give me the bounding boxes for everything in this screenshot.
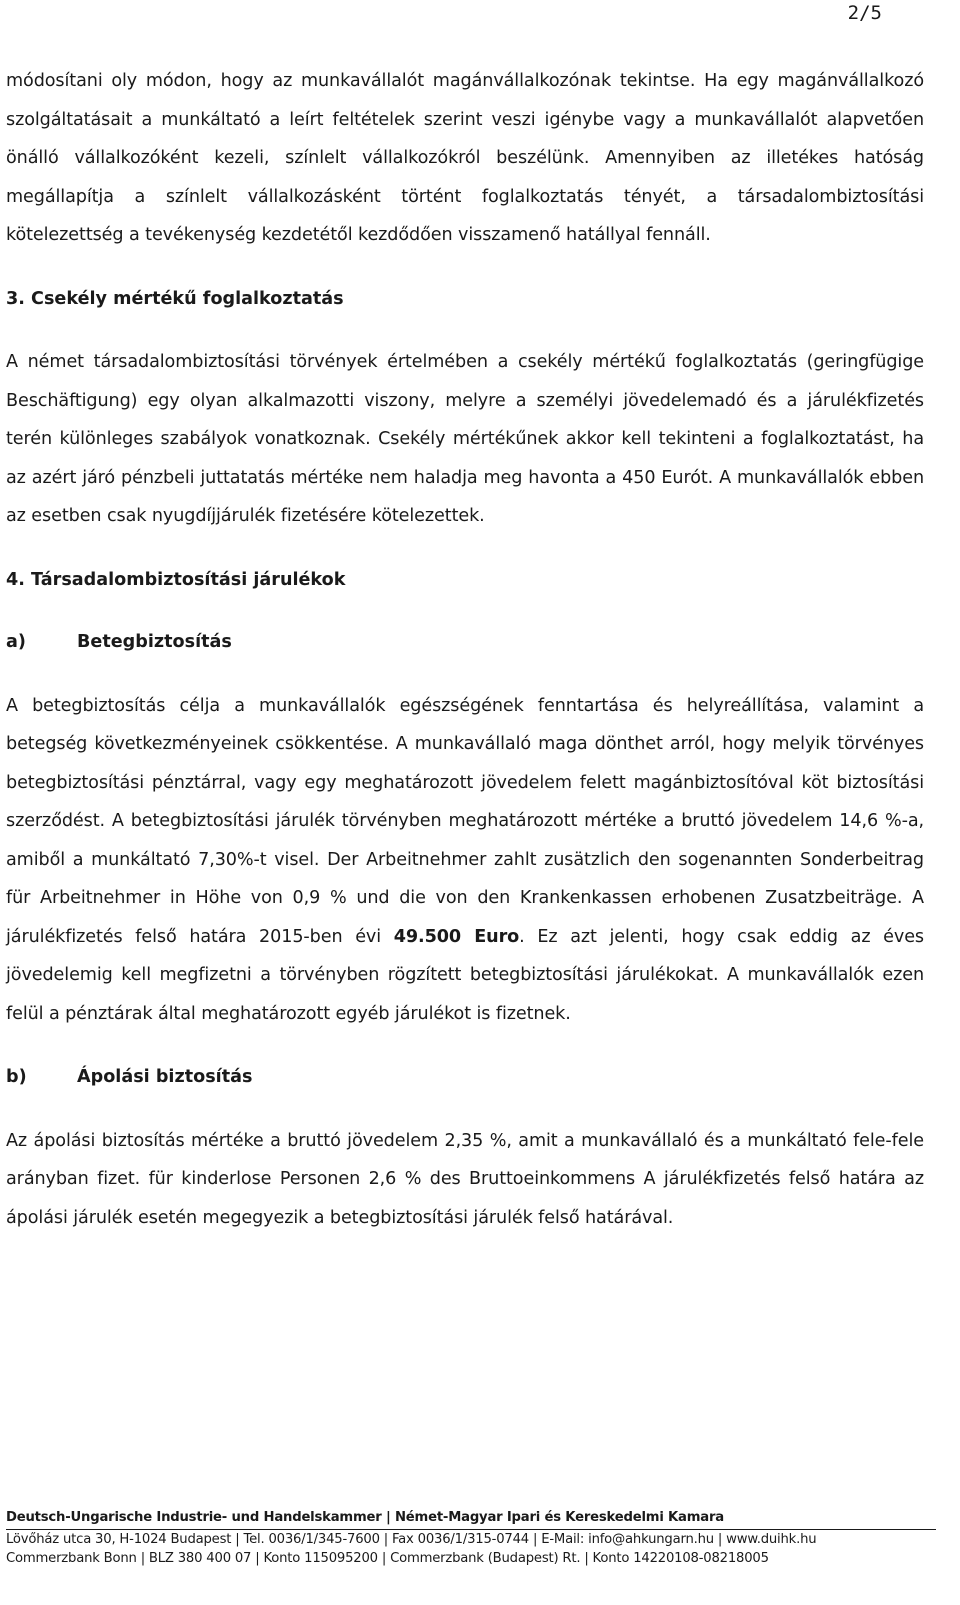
section-3-heading: 3. Csekély mértékű foglalkoztatás [6, 288, 344, 309]
subsection-a-title: Betegbiztosítás [77, 632, 232, 652]
subsection-a-paragraph [6, 687, 924, 1034]
page-footer [6, 1508, 946, 1569]
contribution-ceiling-value: 49.500 Euro [393, 926, 520, 947]
subsection-b-heading [6, 1058, 924, 1097]
section-4-heading: 4. Társadalombiztosítási járulékok [6, 569, 346, 590]
subsection-a-heading [6, 623, 924, 662]
footer-bank: Commerzbank Bonn | BLZ 380 400 07 | Konto 115095200 | Commerzbank (Budapest) Rt. | Konto 14220108-08218005 [6, 1551, 769, 1566]
document-body [6, 62, 924, 1237]
subsection-b-title: Ápolási biztosítás [77, 1067, 253, 1087]
subsection-a-text-start: A betegbiztosítás célja a munkavállalók egészségének fenntartása és helyreállítása, valamint a betegség következményeinek csökkentése. A munkavállaló maga dönthet arról, hogy melyik törvényes betegbiztosítási pénztárral, vagy egy meghatározott jövedelem felett magánbiztosítóval köt biztosítási szerződést. A betegbiztosítási járulék törvényben meghatározott mértéke a bruttó jövedelem 14,6 %-a, amiből a munkáltató 7,30%-t visel. Der Arbeitnehmer zahlt zusätzlich den sogenannten Sonderbeitrag für Arbeitnehmer in Höhe von 0,9 % und die von den Krankenkassen erhobenen Zusatzbeiträge. A járulékfizetés felső határa 2015-ben évi [6, 695, 924, 947]
subsection-a-text-end: . Ez azt jelenti, hogy csak eddig az éves jövedelemig kell megfizetni a törvényben rögzített betegbiztosítási járulékokat. A munkavállalók ezen felül a pénztárak által meghatározott egyéb járulékot is fizetnek. [6, 926, 924, 1024]
subsection-b-paragraph: Az ápolási biztosítás mértéke a bruttó jövedelem 2,35 %, amit a munkavállaló és a munkáltató fele-fele arányban fizet. für kinderlose Personen 2,6 % des Bruttoeinkommens A járulékfizetés felső határa az ápolási járulék esetén megegyezik a betegbiztosítási járulék felső határával. [6, 1130, 924, 1228]
section-3-paragraph: A német társadalombiztosítási törvények értelmében a csekély mértékű foglalkoztatás (geringfügige Beschäftigung) egy olyan alkalmazotti viszony, melyre a személyi jövedelemadó és a járulékfizetés terén különleges szabályok vonatkoznak. Csekély mértékűnek akkor kell tekinteni a foglalkoztatást, ha az azért járó pénzbeli juttatatás mértéke nem haladja meg havonta a 450 Eurót. A munkavállalók ebben az esetben csak nyugdíjjárulék fizetésére kötelezettek. [6, 352, 924, 526]
intro-paragraph: módosítani oly módon, hogy az munkavállalót magánvállalkozónak tekintse. Ha egy magánvállalkozó szolgáltatásait a munkáltató a leírt feltételek szerint veszi igénybe vagy a munkavállalót alapvetően önálló vállalkozóként kezeli, színlelt vállalkozókról beszélünk. Amennyiben az illetékes hatóság megállapítja a színlelt vállalkozásként történt foglalkoztatás tényét, a társadalombiztosítási kötelezettség a tevékenység kezdetétől kezdődően visszamenő hatállyal fennáll. [6, 71, 924, 245]
footer-contact: Lövőház utca 30, H-1024 Budapest | Tel. 0036/1/345-7600 | Fax 0036/1/315-0744 | E-Mail: info@ahkungarn.hu | www.duihk.hu [6, 1531, 817, 1547]
page-number: 2/5 [847, 2, 882, 24]
subsection-a-letter: a) [6, 632, 26, 652]
subsection-b-letter: b) [6, 1067, 27, 1087]
footer-organization: Deutsch-Ungarische Industrie- und Handelskammer | Német-Magyar Ipari és Kereskedelmi Kamara [6, 1510, 725, 1525]
